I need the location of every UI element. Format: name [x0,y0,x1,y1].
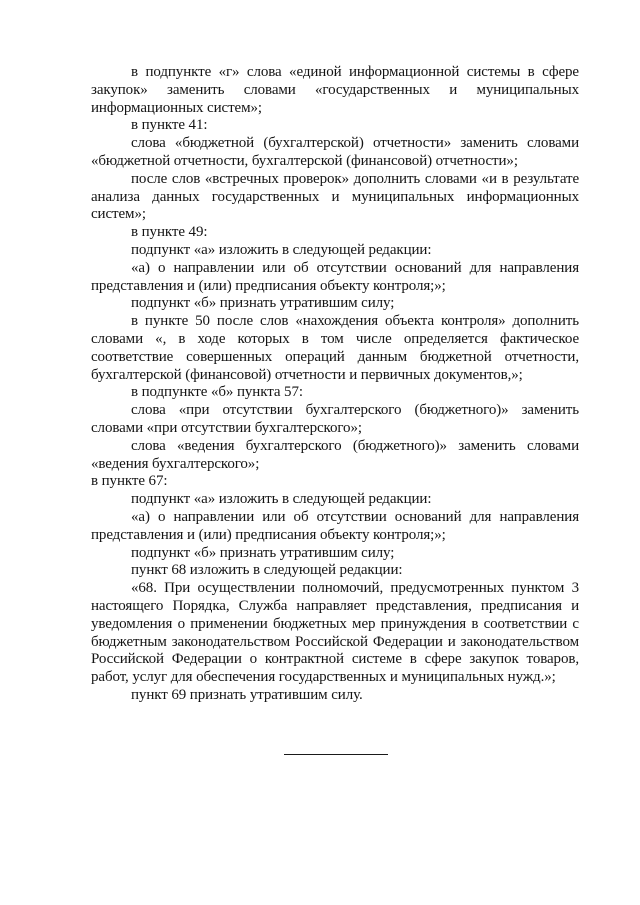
end-of-document-rule [284,754,388,755]
paragraph-point-67-subpoint-a: подпункт «а» изложить в следующей редакции: [131,491,432,508]
paragraph-point-49-subpoint-a: подпункт «а» изложить в следующей редакции: [131,241,432,258]
paragraph-point-50: в пункте 50 после слов «нахождения объекта контроля» дополнить словами «, в ходе которых в том числе определяется фактическое соответствие совершенных операций данным бюджетной отчетности, бухгалтерской (финансовой) отчетности и первичных документов,»; [91,313,579,383]
paragraph-point-41: в пункте 41: [131,117,208,134]
paragraph-point-57: в подпункте «б» пункта 57: [131,384,303,401]
paragraph-point-67-subpoint-b: подпункт «б» признать утратившим силу; [131,544,395,561]
paragraph-point-57-words-2: слова «ведения бухгалтерского (бюджетного)» заменить словами «ведения бухгалтерского»; [91,437,579,472]
paragraph-point-67-a-text: «а) о направлении или об отсутствии оснований для направления представления и (или) предписания объекту контроля;»; [91,508,579,543]
paragraph-point-49: в пункте 49: [131,224,208,241]
paragraph-point-68: пункт 68 изложить в следующей редакции: [131,562,403,579]
paragraph-point-41-words: слова «бюджетной (бухгалтерской) отчетности» заменить словами «бюджетной отчетности, бухгалтерской (финансовой) отчетности»; [91,135,579,169]
document-body [91,64,579,705]
paragraph-point-68-text: «68. При осуществлении полномочий, предусмотренных пунктом 3 настоящего Порядка, Служба направляет представления, предписания и уведомления о применении бюджетных мер принуждения в соответствии с бюджетным законодательством Российской Федерации и законодательством Российской Федерации о контрактной системе в сфере закупок товаров, работ, услуг для обеспечения государственных и муниципальных нужд.»; [91,580,579,686]
paragraph-point-69: пункт 69 признать утратившим силу. [131,686,363,703]
paragraph-point-57-words-1: слова «при отсутствии бухгалтерского (бюджетного)» заменить словами «при отсутствии бухгалтерского»; [91,402,579,436]
paragraph-subpoint-g: в подпункте «г» слова «единой информационной системы в сфере закупок» заменить словами «государственных и муниципальных информационных систем»; [91,64,579,116]
paragraph-point-41-after: после слов «встречных проверок» дополнить словами «и в результате анализа данных государственных и муниципальных информационных систем»; [91,170,579,223]
paragraph-point-49-subpoint-b: подпункт «б» признать утратившим силу; [131,295,395,312]
paragraph-point-49-a-text: «а) о направлении или об отсутствии оснований для направления представления и (или) предписания объекту контроля;»; [91,259,579,294]
paragraph-point-67: в пункте 67: [91,473,168,490]
